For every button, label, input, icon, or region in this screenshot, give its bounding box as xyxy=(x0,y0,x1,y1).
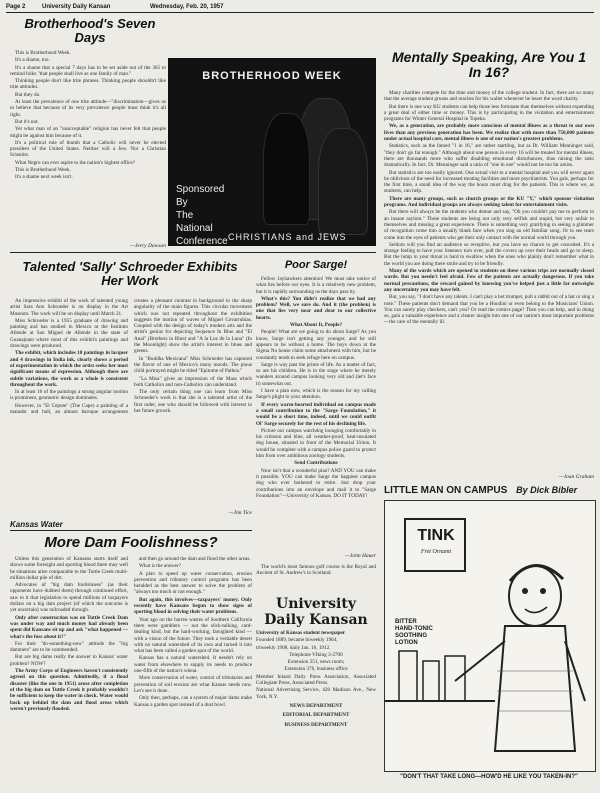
paragraph: Kansas has a natural watershed. It needn't rely on water from elsewhere to supply its needs to produce one-fifth of the nation's wheat. xyxy=(134,655,252,675)
paragraph: and then go around the dam and flood the other areas. xyxy=(139,556,251,562)
paragraph: We, as a generation, are probably more conscious of mental illness as a threat to our own lives than any previous generation has been. We realize that with more than 750,000 patients under actual hospital care, mental illness is one of our nation's greatest problems. xyxy=(384,123,594,143)
paragraph: But statistics are too easily ignored. One actual visit to a mental hospital and you will never again be oblivious of the need for increased treating facilities and more psychiatrists. You gals, perhaps for the first time, a small idea of the way the hours must drag for the patients. This is where we, as students, can help. xyxy=(384,169,594,195)
paragraph: There are many groups, such as church groups or the KU "Y," which sponsor visitation programs. And individual groups are always seeking talent for entertainment visits. xyxy=(384,195,594,209)
photo-title: BROTHERHOOD WEEK xyxy=(202,70,342,82)
paragraph: Thinking people don't like trite phrases. Thinking people shouldn't like trite attitudes. xyxy=(10,78,166,91)
water-kicker: Kansas Water xyxy=(10,520,63,529)
cartoon-bottle-labels: BITTER HAND-TONIC SOOTHING LOTION xyxy=(395,619,433,646)
cartoon-title: LITTLE MAN ON CAMPUS xyxy=(384,485,508,496)
paragraph: It's a shame, too. xyxy=(15,57,50,64)
cartoon-panel xyxy=(384,500,596,772)
paragraph: What's this? You didn't realize that we had any problem? Well, we sure do. And it (the problem) is one that lies very near and dear to our collective hearts. xyxy=(256,295,376,321)
brotherhood-headline: Brotherhood's Seven Days xyxy=(24,16,156,45)
paragraph: Picture our campus watchdog lounging comfortably in his crimson and blue, all weather-proof, heat-insulated dog house, situated in front of the Memorial Union. It would be complete with a campus police guard to protect him from over ambitious zoology students. xyxy=(256,427,376,460)
paragraph: If every warm-hearted individual on campus made a small contribution to the "Sarge Foundation," it would be a short time, indeed, until we could outfit Ol' Sarge securely for the rest of his declining life. xyxy=(256,401,376,427)
paragraph: Miss Schroeder is a 1955 graduate of drawing and painting and has studied in Mexico at the Instituto Allende at San Miguel de Allende in the state of Guanajuato where most of this exhibit's paintings and drawings were produced. xyxy=(10,317,128,350)
paragraph: But there is one way KU students can help those less fortunate than themselves without expending a great deal of either time or money. This is by participating in the visitation and entertainment programs for Winter General Hospital in Topeka. xyxy=(384,103,594,123)
paragraph: This is Brotherhood Week. xyxy=(15,50,71,56)
paragraph: It's a political rule of thumb that a Catholic will never be elected president of the United States. Neither will a Jew. Nor a Christian Scientist. xyxy=(10,139,166,159)
paragraph: Statistics, such as the famed "1 in 16," are rather startling, but as Dr. William Menninger said, "they don't go far enough." Although about one person in every 16 will be treated for mental illness, there are thousands more who suffer disabling emotional disturbances, thus raising the ratio dramatically. In fact, Dr. Menninger said a ratio of "one in one" would not be too far amiss. xyxy=(384,143,594,169)
foolishness-body xyxy=(10,556,252,788)
paragraph: People! What are we going to do about Sarge? As you know, Sarge isn't getting any younger, and he still appears to be without a home. The boys down at the Sigma Nu house claim some attachment with him, but he constantly tends to seek refuge here on campus. xyxy=(256,329,376,361)
mentally-body xyxy=(384,90,594,476)
schroeder-author: —Jim Tice xyxy=(228,510,252,516)
mentally-author: —Joan Graham xyxy=(558,474,594,480)
cartoon-byline: By Dick Bibler xyxy=(516,485,578,495)
paragraph: I have a plan now, which is the reason for my calling Sarge's plight to your attention. xyxy=(256,388,376,401)
paragraph: It's a shame next week isn't. xyxy=(15,174,73,181)
brotherhood-week-photo xyxy=(168,58,376,246)
schroeder-body xyxy=(10,298,252,508)
paragraph: But are big dams really the answer to Kansas' water problem? NOW? xyxy=(10,654,128,667)
masthead-info: University of Kansas student newspaper Founded 1889, became biweekly 1904, triweekly 1908, daily Jan. 16, 1912. Telephone VIking 3-2700 Extension 251, news room; Extension 376, business office Member Inland Daily Press Association, Associated Collegiate Press, Associated Press. National Advertising Service, 420 Madison Ave., New York, N.Y. NEWS DEPARTMENT EDITORIAL DEPARTMENT BUSINESS DEPARTMENT xyxy=(256,630,376,728)
paragraph: Send Contributions xyxy=(294,460,338,467)
paragraph: The Army Corps of Engineers haven't consistently agreed on this question. Admittedly, if a flood disaster (like the one in 1951) arose after completion of the big dam on Tuttle Creek it probably wouldn't be sufficient to keep the water in check. Water would back up behind the dam and flood areas which weren't previously flooded. xyxy=(10,668,128,712)
paragraph: It's a shame that a special 7 days has to be set aside out of the 365 to remind folks "that people shall live as one family of man." xyxy=(10,64,166,77)
cartoon-caption: "DON'T THAT TAKE LONG—HOW'D HE LIKE YOU TAKEN-IN?" xyxy=(400,774,578,780)
issue-date: Wednesday, Feb. 20, 1957 xyxy=(150,4,224,10)
golf-filler: The world's most famous golf course is the Royal and Ancient of St. Andrew's in Scotland. xyxy=(256,564,376,577)
cartoon-header xyxy=(384,485,594,496)
paragraph: Yet what man of an "unacceptable" religion has never felt that people might be against him because of it. xyxy=(10,126,166,139)
paragraph: This is Brotherhood Week. xyxy=(15,167,71,174)
cartoon-sign-subtext: Fret Ornamt xyxy=(420,549,452,555)
mentally-headline: Mentally Speaking, Are You 1 In 16? xyxy=(392,49,586,80)
paragraph: At least the prevalence of one trite attitude—"discrimination—gives us to believe that because of its very prevalence people must think it's all right. xyxy=(10,99,166,118)
paragraph: Year ago on the barren wastes of Southern California there were gamblers — not the slick-talking, card-dealing kind, but the hard-working, farsighted kind — with a vision of the future. They took a veritable desert with no natural watershed of its own and turned it into what has been called a garden spot of the world. xyxy=(134,616,252,655)
paper-name: University Daily Kansan xyxy=(42,4,111,10)
paragraph: In at least 16 of the paintings a strong angular motion is prominent, geometric design dominates. xyxy=(10,389,128,402)
paragraph: Only after construction was on Tuttle Creek Dam was under way and much money had already been spent did Kansans sit up and ask "what happened — what's the fuss about it?" xyxy=(10,614,128,640)
sarge-author: —John Hauer xyxy=(344,553,376,559)
photo-sponsor-text: Sponsored By The National Conference xyxy=(176,184,228,246)
paragraph: Now isn't that a wonderful plan? AND YOU can make it possible. YOU can make Sarge the happiest campus dog who ever bothered to retire. Just drop your contributions into an envelope and mail it to "Sarge Foundation"—University of Kansas. DO IT TODAY! xyxy=(256,467,376,499)
paragraph: But it's not. xyxy=(15,118,39,125)
paragraph: Advocates of "big dam foolishness" (as their opponents have dubbed them) through continued effort, saw to it that legislation to spend millions of taxpayers dollars on a big dam project (of which the outcome is yet uncertain) was railroaded through. xyxy=(10,582,128,614)
paragraph: For their "do-something-now" attitude the "big dammers" are to be commended. xyxy=(10,640,128,654)
paragraph: Many of the wards which are opened to students on these various trips are normally closed wards. But you needn't feel afraid. Few of the patients are actually dangerous. If you take normal precautions, the reward gained by knowing you've helped just a little far outweighs any uncertainty you may have felt. xyxy=(384,268,594,293)
paragraph: The exhibit, which includes 18 paintings in lacquer and 4 drawings in India ink, clearly shows a period of experimentation in which the artist seeks her most significant means of expression. Although there are subtle variations, the work as a whole is consistent throughout the work. xyxy=(10,350,128,388)
paragraph: But there will always be the students who demur and say, "Oh you couldn't pay me to perform in an insane asylum." These students are being not only very selfish and stupid, but very unfair to themselves and missing a great experience. There is something very gratifying in seeing a glimmer of recognition come into a usually blank face when you sing an old familiar song. Or to see tears come into the eyes of patients who get their only contact with the normal world through you. xyxy=(384,209,594,241)
paragraph: What About It, People? xyxy=(289,322,343,329)
paragraph: Seldom will you find an audience so receptive, but you have no chance to get conceited. It's a strange feeling to have your listeners turn over, pull the covers up over their heads and go to sleep. But the lump in your throat is hard to swallow when the ones who plainly don't remember what in the world you are doing there smile and try to be friendly. xyxy=(384,241,594,267)
brotherhood-author: —Jerry Dawson xyxy=(130,243,166,249)
paragraph: An impressive exhibit of the work of talented young artist Sara Ann Schroeder is on display in the Art Museum. The work will be on display until March 21. xyxy=(10,298,128,317)
page-number: Page 2 xyxy=(6,4,26,10)
paragraph: But, you say, "I don't have any talents. I can't play a hot trumpet, pull a rabbit out of a hat or sing a note." These patients don't demand that you be a Houdini or even belong to the Musicians' Union. You can surely play checkers, can't you? Or read the comics page? Then you can help, and in doing so, gain a valuable experience and a clearer insight into one of our nation's most important problems—the care of the mentally ill. xyxy=(384,294,594,326)
paragraph: The only certain thing one can learn from Miss Schroeder's work is that she is a talented artist of the first order, one who should be followed with interest in her future growth. xyxy=(134,389,252,415)
paragraph: Sarge is way past the prime of life. As a matter of fact, so are his children. He is in the stage where he merely wanders around campus looking very old and (let's face it) somewhat out. xyxy=(256,361,376,387)
cartoon-sign-text: TINK xyxy=(417,527,455,544)
paragraph: Fellow Jayhawkers attention! We must take notice of what lies before our eyes. It is a relatively new problem, but it is rapidly surrounding us the days pass by. xyxy=(256,276,376,295)
paragraph: Unless this generation of Kansans starts itself and shows some foresight and sporting blood there may well be situations arise comparable to the Tuttle Creek multi-million dollar pile of dirt. xyxy=(10,556,128,581)
sarge-headline: Poor Sarge! xyxy=(284,259,348,271)
sarge-body xyxy=(256,276,376,552)
masthead-name: University Daily Kansan xyxy=(264,596,368,628)
paragraph: Many charities compete for the time and money of the college student. In fact, there are so many that the average student groans and reaches for his wallet whenever he hears the word charity. xyxy=(384,90,594,103)
foolishness-headline: More Dam Foolishness? xyxy=(44,534,218,551)
paragraph: However, in "El Cepote" (The Cape) a painting of a matador and bull, an almost baroque arrangement creates a pleasant contrast in background to the sharp angularity of the main figures. This circular movement which was not repeated throughout the exhibition suggests the motion of waves of Miguel Covarrubias. Coupled with the design of today's modern arts and the artist's genius for depicting Sequence In Blue and "El Anal" (Brothers in Blue) and "A la Luz de la Luna" (In the Moonlight) show the artist's interest in blues and greens. xyxy=(10,298,252,416)
paragraph: In "Buddha Mexicana" Miss Schroeder has captured the flavor of one of Mexico's many moods. The pious child portrayed might be titled "Epitome of Pathos." xyxy=(134,355,252,375)
paragraph: What Negro can ever aspire to the nation's highest office? xyxy=(15,159,135,166)
paragraph: But again, this involves—taxpayers' money. Only recently have Kansans begun to show signs of sporting blood in solving their water problems. xyxy=(134,596,252,616)
paragraph: What is the answer? xyxy=(139,563,181,570)
paragraph: "La Misa" gives an impression of the Mass which both Catholics and non-Catholics can understand. xyxy=(134,375,252,388)
paragraph: Only then, perhaps, can a system of major dams make Kansas a garden spot instead of a dust bowl. xyxy=(134,695,252,708)
photo-bottom-text: CHRISTIANS and JEWS xyxy=(228,232,347,242)
paragraph: But they do. xyxy=(15,91,41,98)
paragraph: A plan to speed up water conservation, erosion prevention and tributary control programs has been heralded as the best answer to solve the problem of "always too much or not enough." xyxy=(134,570,252,596)
brotherhood-body xyxy=(10,50,166,238)
schroeder-headline: Talented 'Sally' Schroeder Exhibits Her Work xyxy=(22,259,238,288)
paragraph: More conservation of water, control of tributaries and prevention of soil erosion are what Kansas needs now. Let's see it done. xyxy=(134,675,252,694)
